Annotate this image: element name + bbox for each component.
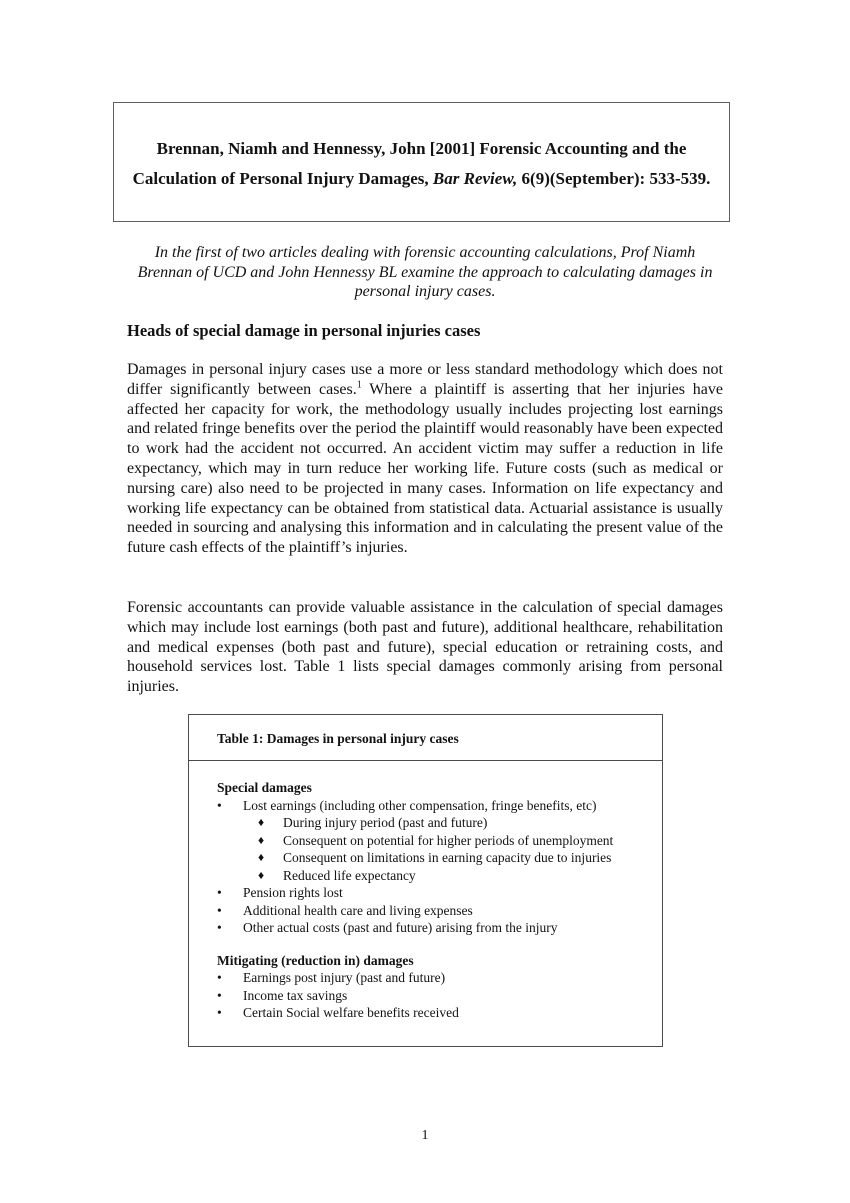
diamond-bullet-icon: ♦ [258, 815, 265, 829]
bullet-icon: • [217, 902, 222, 918]
table1-section-heading: Special damages [217, 780, 312, 795]
list-item-text: Additional health care and living expenses [243, 902, 473, 918]
list-subitem [258, 867, 648, 885]
list-item-text: Certain Social welfare benefits received [243, 1005, 459, 1020]
paragraph-text: Where a plaintiff is asserting that her injuries have affected her capacity for work, the methodology usually includes projecting lost earnings and related fringe benefits over the period the plaintiff would reasonably have been expected to work had the accident not occurred. An accident victim may suffer a reduction in life expectancy, which may in turn reduce her working life. Future costs (such as medical or nursing care) also need to be projected in many cases. Information on life expectancy and working life expectancy can be obtained from statistical data. Actuarial assistance is usually needed in sourcing and analysing this information and in calculating the present value of the future cash effects of the plaintiff’s injuries. [127, 380, 723, 557]
list-subitem [258, 849, 648, 867]
page-number: 1 [421, 1128, 429, 1143]
bullet-icon: • [217, 987, 222, 1003]
table1-title: Table 1: Damages in personal injury cases [189, 715, 662, 761]
list-item-text: Consequent on limitations in earning capacity due to injuries [283, 850, 612, 865]
body-paragraph-1 [127, 360, 723, 558]
list-item [217, 884, 648, 902]
bullet-icon: • [217, 1005, 222, 1020]
bullet-icon: • [217, 970, 222, 985]
bullet-icon: • [217, 797, 222, 813]
list-item-text: Lost earnings (including other compensation, fringe benefits, etc) [243, 797, 597, 813]
list-subitem [258, 832, 648, 850]
section-heading: Heads of special damage in personal injuries cases [127, 321, 481, 340]
intro-abstract: In the first of two articles dealing with forensic accounting calculations, Prof Niamh Brennan of UCD and John Hennessy BL examine the approach to calculating damages in personal injury cases. [137, 244, 713, 301]
list-item-text: Earnings post injury (past and future) [243, 970, 446, 985]
diamond-bullet-icon: ♦ [258, 832, 265, 847]
list-item [217, 987, 648, 1005]
citation-issue-pages: 6(9)(September): 533-539. [517, 169, 711, 188]
list-item-text: Consequent on potential for higher periods of unemployment [283, 832, 614, 848]
bullet-icon: • [217, 920, 222, 935]
body-paragraph-2: Forensic accountants can provide valuable assistance in the calculation of special damages which may include lost earnings (both past and future), additional healthcare, rehabilitation and medical expenses (both past and future), special education or retraining costs, and household services lost. Table 1 lists special damages commonly arising from personal injuries. [127, 599, 723, 696]
bullet-icon: • [217, 885, 222, 900]
table1-box [188, 714, 663, 1047]
diamond-bullet-icon: ♦ [258, 850, 265, 864]
citation-journal-title: Bar Review, [432, 169, 518, 188]
citation-text: Brennan, Niamh and Hennessy, John [2001] Forensic Accounting and the Calculation of Personal Injury Damages, [132, 139, 687, 188]
citation-box [113, 102, 730, 222]
diamond-bullet-icon: ♦ [258, 867, 265, 882]
list-item-text: During injury period (past and future) [283, 815, 488, 830]
list-item-text: Reduced life expectancy [283, 867, 416, 883]
footnote-reference-1: 1 [356, 379, 362, 391]
list-item-text: Pension rights lost [243, 885, 343, 900]
list-item [217, 919, 648, 937]
table1-body [189, 761, 662, 1046]
list-item [217, 1004, 648, 1022]
table1-section-heading: Mitigating (reduction in) damages [217, 952, 414, 968]
list-item-text: Other actual costs (past and future) arising from the injury [243, 920, 558, 935]
list-item-text: Income tax savings [243, 987, 348, 1003]
paragraph-text: Damages in personal injury cases use a more or less standard methodology which does not differ significantly between cases. [127, 361, 723, 398]
list-item [217, 969, 648, 987]
list-item [217, 902, 648, 920]
list-item [217, 797, 648, 815]
list-subitem [258, 814, 648, 832]
